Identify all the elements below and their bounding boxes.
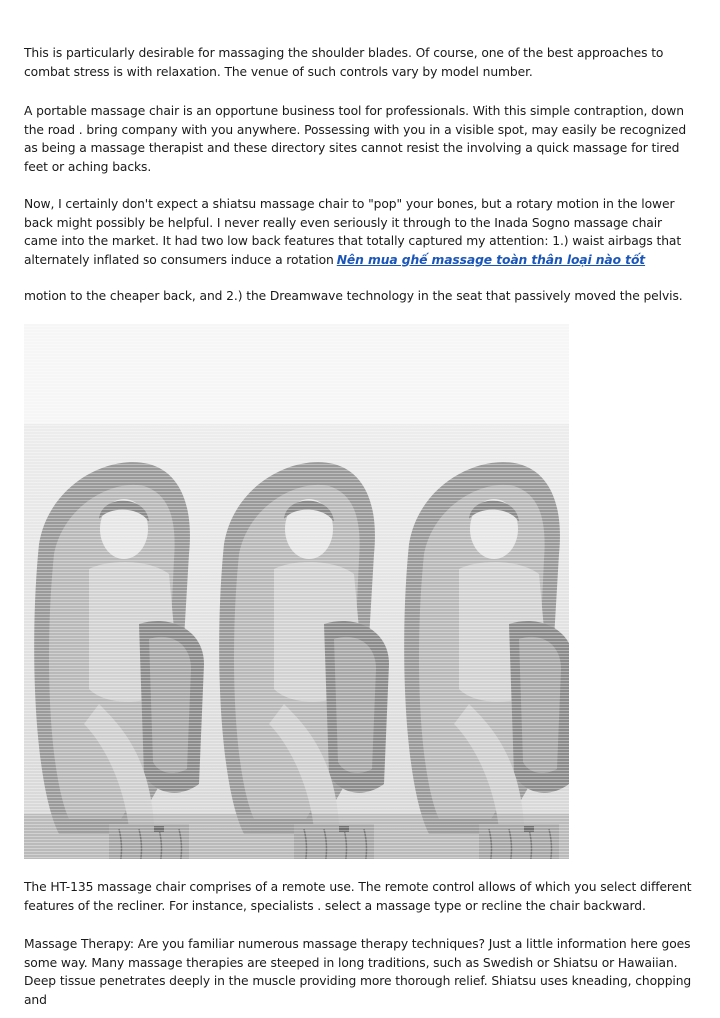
paragraph-1: This is particularly desirable for massaging the shoulder blades. Of course, one of the best approaches to combat stress is with relaxation. The venue of such controls vary by model number. [24,46,664,79]
paragraph-4: motion to the cheaper back, and 2.) the Dreamwave technology in the seat that passively moved the pelvis. [24,289,683,303]
paragraph-3 [24,195,696,269]
paragraph-3-text: Now, I certainly don't expect a shiatsu massage chair to "pop" your bones, but a rotary motion in the lower back might possibly be helpful. I never really even seriously it through to the Inada Sogno massage chair came into the market. It had two low back features that totally captured my attention: 1.) waist airbags that alternately inflated so consumers induce a rotation [24,197,682,267]
massage-chair-photo-icon [24,324,569,859]
massage-chair-image [24,324,569,859]
paragraph-6: Massage Therapy: Are you familiar numerous massage therapy techniques? Just a little information here goes some way. Many massage therapies are steeped in long traditions, such as Swedish or Shiatsu or Hawaiian. Deep tissue penetrates deeply in the muscle providing more thorough relief. Shiatsu uses kneading, chopping and [24,937,692,1007]
paragraph-2: A portable massage chair is an opportune business tool for professionals. With this simple contraption, down the road . bring company with you anywhere. Possessing with you in a visible spot, may easily be recognized as being a massage therapist and these directory sites cannot resist the involving a quick massage for tired feet or aching backs. [24,104,687,174]
paragraph-5: The HT-135 massage chair comprises of a remote use. The remote control allows of which you select different features of the recliner. For instance, specialists . select a massage type or recline the chair backward. [24,880,692,913]
article-link[interactable]: Nên mua ghế massage toàn thân loại nào tốt [336,252,646,267]
